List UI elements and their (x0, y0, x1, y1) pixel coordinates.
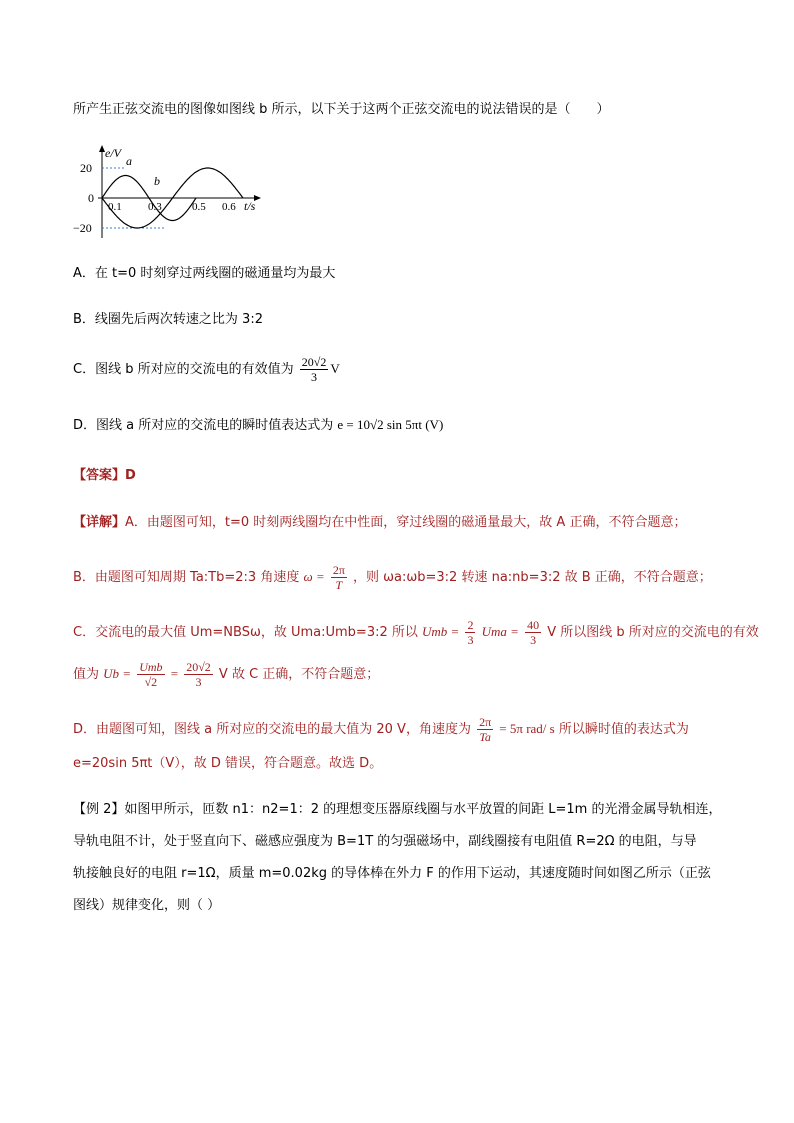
option-d-text: D．图线 a 所对应的交流电的瞬时值表达式为 (73, 418, 334, 433)
option-c-unit: V (330, 361, 340, 376)
answer-value: D (125, 468, 136, 483)
analysis-d-line2: e=20sin 5πt（V），故 D 错误，符合题意。故选 D。 (73, 756, 383, 771)
y-axis-label: e/V (105, 146, 121, 160)
waveform-figure (68, 143, 268, 243)
x-axis-label: t/s (244, 199, 256, 213)
analysis-c-line1 (73, 618, 759, 647)
answer (73, 466, 136, 486)
x-tick-0.3: 0.3 (148, 201, 162, 213)
analysis-c-frac2 (525, 618, 541, 647)
analysis-d-text2: 所以瞬时值的表达式为 (558, 722, 689, 737)
analysis-b-text1: B．由题图可知周期 Ta:Tb=2:3 角速度 (73, 570, 300, 585)
curve-b-label: b (154, 174, 160, 188)
y-tick-20: 20 (80, 161, 92, 175)
analysis-c-line2-a: 值为 (73, 667, 100, 682)
analysis-c-eq: = (170, 666, 179, 681)
analysis-a (73, 513, 686, 533)
analysis-c-frac1-den: 3 (467, 633, 474, 647)
analysis-c-umb: Umb = (422, 624, 460, 639)
option-b: B．线圈先后两次转速之比为 3:2 (73, 312, 263, 327)
analysis-d-line1 (73, 715, 689, 744)
analysis-d-num: 2π (479, 715, 492, 729)
option-c-fraction (300, 355, 329, 384)
option-c-num: 20√2 (301, 355, 327, 369)
analysis-c-frac3-num: Umb (139, 660, 163, 674)
option-c-den: 3 (311, 370, 318, 384)
x-tick-0.1: 0.1 (108, 201, 122, 213)
analysis-d-den: Ta (479, 730, 491, 744)
answer-label: 【答案】 (73, 468, 126, 483)
analysis-c-frac3-den: √2 (144, 675, 158, 689)
question-stem: 所产生正弦交流电的图像如图线 b 所示，以下关于这两个正弦交流电的说法错误的是（ ） (73, 102, 610, 117)
example2-line4: 图线）规律变化，则（ ） (73, 898, 221, 913)
analysis-c-line2 (73, 660, 379, 689)
analysis-c-frac2-den: 3 (530, 633, 537, 647)
analysis-d-fraction (477, 715, 493, 744)
analysis-c-frac2-num: 40 (527, 618, 540, 632)
analysis-c-frac1-num: 2 (467, 618, 474, 632)
example2-line2: 导轨电阻不计，处于竖直向下、磁感应强度为 B=1T 的匀强磁场中，副线圈接有电阻值 R=2Ω 的电阻，与导 (73, 834, 697, 849)
analysis-c-frac4-den: 3 (195, 675, 202, 689)
analysis-b-text2: ，则 ωa:ωb=3:2 转速 na:nb=3:2 故 B 正确，不符合题意； (353, 570, 712, 585)
analysis-c-ub: Ub = (103, 666, 132, 681)
y-tick-neg20: −20 (73, 221, 92, 235)
option-d (73, 415, 443, 436)
analysis-c-frac4-num: 20√2 (186, 660, 211, 674)
example2-line1: 【例 2】如图甲所示，匝数 n1：n2=1：2 的理想变压器原线圈与水平放置的间距 L=1m 的光滑金属导轨相连， (73, 802, 722, 817)
option-c-text: C．图线 b 所对应的交流电的有效值为 (73, 362, 294, 377)
option-d-expr: e = 10√2 sin 5πt (V) (337, 417, 444, 432)
analysis-b-den: T (335, 578, 343, 592)
analysis-label: 【详解】 (73, 515, 126, 530)
x-tick-0.6: 0.6 (222, 201, 236, 213)
x-tick-0.5: 0.5 (192, 201, 206, 213)
analysis-a-text: A．由题图可知，t=0 时刻两线圈均在中性面，穿过线圈的磁通量最大，故 A 正确，不符合题意； (125, 515, 687, 530)
curve-a-label: a (126, 154, 132, 168)
example2-line3: 轨接触良好的电阻 r=1Ω，质量 m=0.02kg 的导体棒在外力 F 的作用下运动，其速度随时间如图乙所示（正弦 (73, 866, 711, 881)
analysis-c-text1: C．交流电的最大值 Um=NBSω，故 Uma:Umb=3:2 所以 (73, 625, 418, 640)
analysis-c-frac1 (465, 618, 475, 647)
analysis-b-omega: ω = (303, 569, 325, 584)
analysis-c-text2: V 所以图线 b 所对应的交流电的有效 (547, 625, 759, 640)
analysis-c-frac4 (184, 660, 213, 689)
analysis-c-frac3 (137, 660, 164, 689)
analysis-b (73, 563, 712, 592)
analysis-d-mid: = 5π rad/ s (499, 721, 555, 736)
analysis-d-text1: D．由题图可知，图线 a 所对应的交流电的最大值为 20 V，角速度为 (73, 722, 471, 737)
option-a: A．在 t=0 时刻穿过两线圈的磁通量均为最大 (73, 266, 336, 281)
y-tick-0: 0 (88, 191, 94, 205)
analysis-c-uma: Uma = (481, 624, 519, 639)
option-c (73, 355, 340, 384)
analysis-c-line2-b: V 故 C 正确，不符合题意； (218, 667, 380, 682)
analysis-b-fraction (331, 563, 347, 592)
analysis-b-num: 2π (332, 563, 345, 577)
